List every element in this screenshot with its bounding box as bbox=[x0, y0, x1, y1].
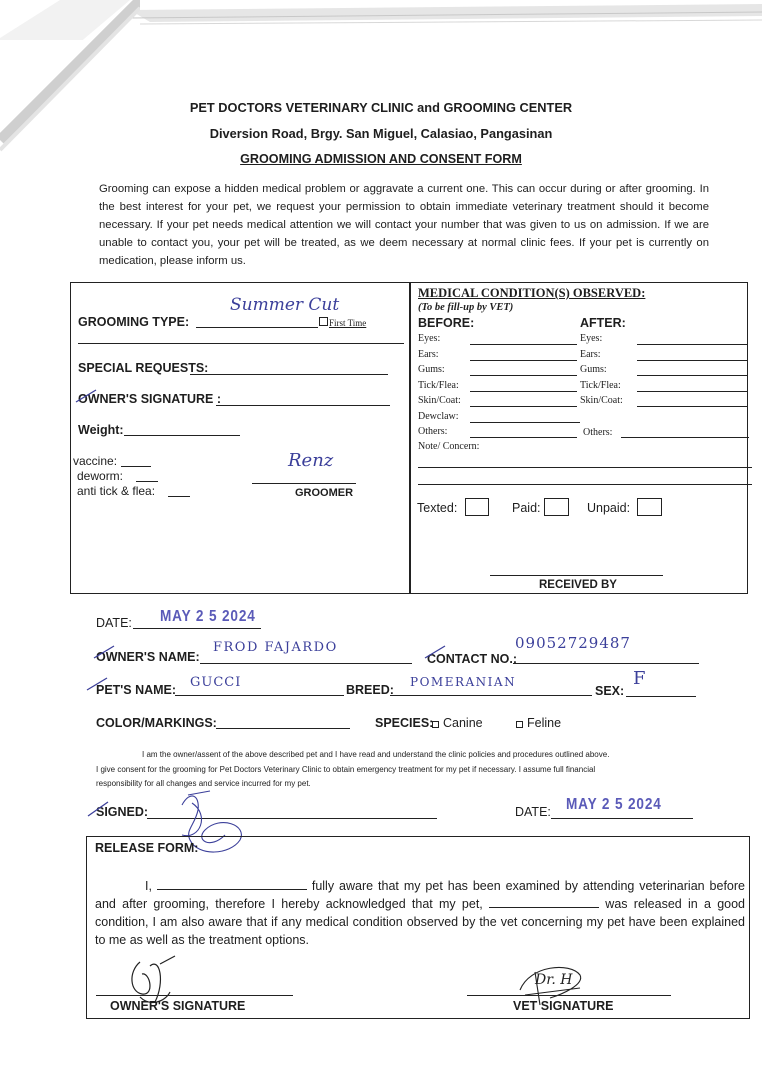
sex-label: SEX: bbox=[595, 684, 625, 698]
species-label: SPECIES: bbox=[375, 716, 434, 730]
pet-name-line[interactable] bbox=[175, 695, 344, 696]
before-item-label: Others: bbox=[418, 426, 448, 437]
release-pet-blank[interactable] bbox=[489, 907, 599, 908]
after-item-label: Others: bbox=[583, 427, 613, 438]
release-text-1: I, bbox=[145, 879, 157, 893]
before-item-label: Ears: bbox=[418, 348, 439, 360]
groomer-line[interactable] bbox=[252, 483, 356, 484]
owner-signature-label: OWNER'S SIGNATURE : bbox=[78, 392, 222, 406]
note-line-1[interactable] bbox=[418, 467, 752, 468]
check-mark bbox=[74, 388, 98, 404]
sex-line[interactable] bbox=[626, 696, 696, 697]
canine-checkbox[interactable] bbox=[432, 721, 439, 728]
check-mark bbox=[86, 800, 110, 818]
release-owner-signature-line[interactable] bbox=[96, 995, 293, 996]
after-item-line[interactable] bbox=[637, 406, 747, 407]
signed-label: SIGNED: bbox=[96, 805, 149, 819]
after-item-line[interactable] bbox=[637, 391, 747, 392]
after-item-label: Tick/Flea: bbox=[580, 379, 621, 391]
feline-checkbox[interactable] bbox=[516, 721, 523, 728]
before-item-line[interactable] bbox=[470, 344, 577, 345]
received-by-line[interactable] bbox=[490, 575, 663, 576]
after-item-label: Eyes: bbox=[580, 333, 603, 344]
note-line-2[interactable] bbox=[418, 484, 752, 485]
clinic-address: Diversion Road, Brgy. San Miguel, Calasiao, Pangasinan bbox=[209, 126, 553, 141]
first-time-checkbox[interactable] bbox=[319, 317, 328, 326]
contact-label: CONTACT NO.: bbox=[427, 652, 518, 666]
release-owner-blank[interactable] bbox=[157, 889, 307, 890]
intro-paragraph: Grooming can expose a hidden medical problem or aggravate a current one. This can occur during or after grooming. In the best interest for your pet, we request your permission to obtain immediate veterinary treatment should it become necessary. If your pet needs medical attention we will contact your number that was given to us on admission. If we are unable to contact you, your pet will be treated, as we deem necessary at normal clinic fees. If your pet is currently on medication, please inform us. bbox=[99, 183, 709, 267]
before-item-label: Tick/Flea: bbox=[418, 379, 459, 391]
before-item-label: Skin/Coat: bbox=[418, 395, 461, 406]
before-item-label: Gums: bbox=[418, 364, 445, 375]
vet-signature-line[interactable] bbox=[467, 995, 671, 996]
grooming-type-label: GROOMING TYPE: bbox=[78, 315, 190, 329]
anti-tick-line[interactable] bbox=[168, 496, 190, 497]
breed-value: POMERANIAN bbox=[410, 675, 517, 689]
medical-subtitle: (To be fill-up by VET) bbox=[418, 302, 514, 313]
after-item-line[interactable] bbox=[637, 344, 747, 345]
contact-value: 09052729487 bbox=[515, 634, 631, 652]
release-form-title: RELEASE FORM: bbox=[95, 841, 199, 855]
grooming-type-value: Summer Cut bbox=[230, 295, 340, 315]
contact-line[interactable] bbox=[513, 663, 699, 664]
note-concern-label: Note/ Concern: bbox=[418, 441, 480, 452]
vaccine-label: vaccine: bbox=[73, 454, 118, 468]
paid-label: Paid: bbox=[512, 501, 541, 515]
paid-checkbox[interactable] bbox=[544, 498, 569, 516]
before-label: BEFORE: bbox=[418, 316, 475, 330]
groomer-label: GROOMER bbox=[295, 487, 354, 499]
consent-line-3: responsibility for all changes and service incurred for my pet. bbox=[96, 779, 311, 788]
anti-tick-label: anti tick & flea: bbox=[77, 484, 156, 498]
after-item-label: Gums: bbox=[580, 364, 607, 375]
vet-signature-label: VET SIGNATURE bbox=[513, 999, 614, 1013]
grooming-type-line-2 bbox=[78, 343, 404, 344]
received-by-label: RECEIVED BY bbox=[539, 579, 617, 591]
texted-checkbox[interactable] bbox=[465, 498, 489, 516]
before-item-line[interactable] bbox=[470, 406, 577, 407]
before-item-label: Dewclaw: bbox=[418, 410, 459, 422]
grooming-type-line[interactable] bbox=[196, 327, 318, 328]
release-owner-signature-label: OWNER'S SIGNATURE bbox=[110, 999, 246, 1013]
color-markings-label: COLOR/MARKINGS: bbox=[96, 716, 217, 730]
after-item-line[interactable] bbox=[637, 360, 747, 361]
unpaid-label: Unpaid: bbox=[587, 501, 631, 515]
after-item-label: Ears: bbox=[580, 348, 601, 360]
consent-line-2: I give consent for the grooming for Pet Doctors Veterinary Clinic to obtain emergency treatment for my pet if necessary. I assume full financial bbox=[96, 765, 596, 774]
consent-date-line[interactable] bbox=[551, 818, 693, 819]
groomer-signature: Renz bbox=[288, 450, 334, 471]
release-paragraph bbox=[95, 877, 745, 949]
first-time-label: First Time bbox=[329, 318, 367, 328]
before-item-line[interactable] bbox=[470, 360, 577, 361]
column-divider bbox=[409, 282, 411, 594]
release-text-2: fully aware that my pet has been examined by attending veterinarian before and after grooming, therefore I hereby acknowledged that my pet, bbox=[95, 879, 745, 911]
release-text-3: was released in a good condition, I am also aware that if any medical condition observed by the vet concerning my pet have been explained to me as well as the treatment options. bbox=[95, 897, 746, 947]
before-item-line[interactable] bbox=[470, 391, 577, 392]
owner-name-line[interactable] bbox=[200, 663, 412, 664]
vaccine-line[interactable] bbox=[121, 466, 151, 467]
form-title: GROOMING ADMISSION AND CONSENT FORM bbox=[240, 152, 522, 166]
breed-line[interactable] bbox=[390, 695, 592, 696]
owner-name-value: FROD FAJARDO bbox=[213, 640, 338, 655]
medical-title: MEDICAL CONDITION(S) OBSERVED: bbox=[418, 286, 646, 300]
before-item-line[interactable] bbox=[470, 375, 577, 376]
check-mark bbox=[92, 644, 116, 660]
unpaid-checkbox[interactable] bbox=[637, 498, 662, 516]
after-item-line[interactable] bbox=[637, 375, 747, 376]
texted-label: Texted: bbox=[417, 501, 458, 515]
weight-line[interactable] bbox=[124, 435, 240, 436]
after-item-label: Skin/Coat: bbox=[580, 395, 623, 406]
canine-label: Canine bbox=[443, 716, 483, 730]
consent-date-stamp: MAY 2 5 2024 bbox=[566, 796, 662, 813]
after-label: AFTER: bbox=[580, 316, 626, 330]
date-stamp: MAY 2 5 2024 bbox=[160, 608, 256, 625]
date-line[interactable] bbox=[133, 628, 261, 629]
before-item-line[interactable] bbox=[470, 422, 580, 423]
after-item-line[interactable] bbox=[621, 437, 749, 438]
consent-line-1: I am the owner/assent of the above described pet and I have read and understand the clinic policies and procedures outlined above. bbox=[142, 750, 610, 759]
deworm-label: deworm: bbox=[77, 469, 124, 483]
before-item-label: Eyes: bbox=[418, 333, 441, 344]
vet-signature-mark: Dr. H bbox=[535, 972, 573, 988]
check-mark bbox=[423, 644, 447, 660]
weight-label: Weight: bbox=[78, 423, 124, 437]
date-label: DATE: bbox=[96, 616, 132, 630]
color-markings-line[interactable] bbox=[216, 728, 350, 729]
clinic-name: PET DOCTORS VETERINARY CLINIC and GROOMING CENTER bbox=[189, 100, 573, 115]
special-requests-label: SPECIAL REQUESTS: bbox=[78, 361, 209, 375]
consent-date-label: DATE: bbox=[515, 805, 551, 819]
pet-name-label: PET'S NAME: bbox=[96, 683, 177, 697]
owner-signature-line[interactable] bbox=[216, 405, 390, 406]
deworm-line[interactable] bbox=[136, 481, 158, 482]
check-mark bbox=[85, 676, 109, 692]
sex-value: F bbox=[633, 668, 646, 689]
owner-name-label: OWNER'S NAME: bbox=[96, 650, 200, 664]
corner-shadow bbox=[0, 0, 140, 170]
feline-label: Feline bbox=[527, 716, 562, 730]
breed-label: BREED: bbox=[346, 683, 394, 697]
before-item-line[interactable] bbox=[470, 437, 577, 438]
special-requests-line[interactable] bbox=[190, 374, 388, 375]
pet-name-value: GUCCI bbox=[190, 675, 242, 690]
